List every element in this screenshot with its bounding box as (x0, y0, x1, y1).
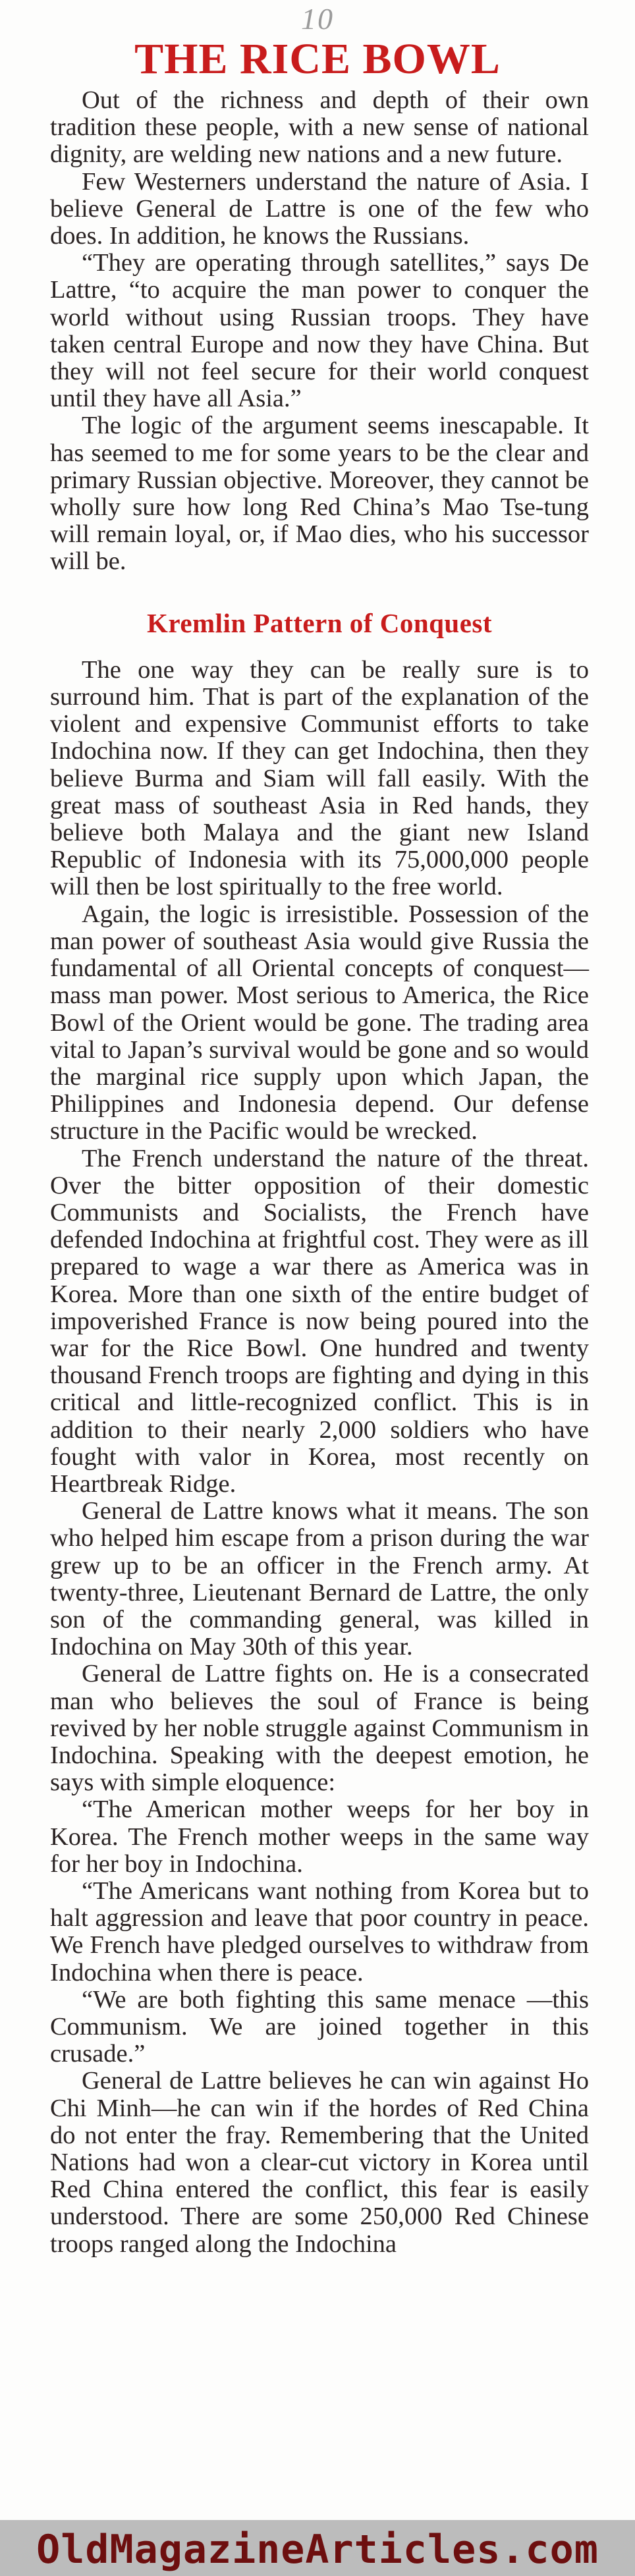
paragraph: “They are operating through satellites,” says De Lattre, “to acquire the man power to conquer the world without using Russian troops. They have taken central Europe and now they have China. But they will not feel secure for their world conquest until they have all Asia.” (50, 249, 589, 413)
paragraph: The French understand the nature of the threat. Over the bitter opposition of their domestic Communists and Socialists, the French have defended Indochina at frightful cost. They were as ill prepared to wage a war there as America was in Korea. More than one sixth of the entire budget of impoverished France is now being poured into the war for the Rice Bowl. One hundred and twenty thousand French troops are fighting and dying in this critical and little-recognized conflict. This is in addition to their nearly 2,000 soldiers who have fought with valor in Korea, most recently on Heartbreak Ridge. (50, 1144, 589, 1498)
paragraph: Out of the richness and depth of their own tradition these people, with a new sense of national dignity, are welding new nations and a new future. (50, 86, 589, 169)
page-number: 10 (301, 2, 334, 36)
paragraph: “We are both fighting this same menace —this Communism. We are joined together in this crusade.” (50, 1985, 589, 2068)
footer-banner (0, 2520, 635, 2576)
paragraph: General de Lattre believes he can win against Ho Chi Minh—he can win if the hordes of Red China do not enter the fray. Remembering that the United Nations had won a clear-cut victory in Korea until Red China entered the conflict, this fear is easily understood. There are some 250,000 Red Chinese troops ranged along the Indochina (50, 2067, 589, 2258)
paragraph: Few Westerners understand the nature of Asia. I believe General de Lattre is one of the few who does. In addition, he knows the Russians. (50, 167, 589, 250)
section-subhead: Kremlin Pattern of Conquest (146, 607, 493, 638)
paragraph: “The American mother weeps for her boy in Korea. The French mother weeps in the same way for her boy in Indochina. (50, 1795, 589, 1878)
paragraph: General de Lattre fights on. He is a consecrated man who believes the soul of France is being revived by her noble struggle against Communism in Indochina. Speaking with the deepest emotion, he says with simple eloquence: (50, 1660, 589, 1797)
paragraph: Again, the logic is irresistible. Possession of the man power of southeast Asia would give Russia the fundamental of all Oriental concepts of conquest—mass man power. Most serious to America, the Rice Bowl of the Orient would be gone. The trading area vital to Japan’s survival would be gone and so would the marginal rice supply upon which Japan, the Philippines and Indonesia depend. Our defense structure in the Pacific would be wrecked. (50, 900, 589, 1145)
article-body (50, 87, 589, 2258)
paragraph: General de Lattre knows what it means. The son who helped him escape from a prison during the war grew up to be an officer in the French army. At twenty-three, Lieutenant Bernard de Lattre, the only son of the commanding general, was killed in Indochina on May 30th of this year. (50, 1497, 589, 1661)
paragraph: The logic of the argument seems inescapable. It has seemed to me for some years to be the clear and primary Russian objective. Moreover, they cannot be wholly sure how long Red China’s Mao Tse-tung will remain loyal, or, if Mao dies, who his successor will be. (50, 412, 589, 576)
article-headline: THE RICE BOWL (134, 35, 501, 83)
footer-site-name: OldMagazineArticles.com (36, 2527, 599, 2573)
paragraph: “The Americans want nothing from Korea but to halt aggression and leave that poor country in peace. We French have pledged ourselves to withdraw from Indochina when there is peace. (50, 1877, 589, 1987)
paragraph: The one way they can be really sure is to surround him. That is part of the explanation of the violent and expensive Communist efforts to take Indochina now. If they can get Indochina, then they believe Burma and Siam will fall easily. With the great mass of southeast Asia in Red hands, they believe both Malaya and the giant new Island Republic of Indonesia with its 75,000,000 people will then be lost spiritually to the free world. (50, 655, 589, 901)
